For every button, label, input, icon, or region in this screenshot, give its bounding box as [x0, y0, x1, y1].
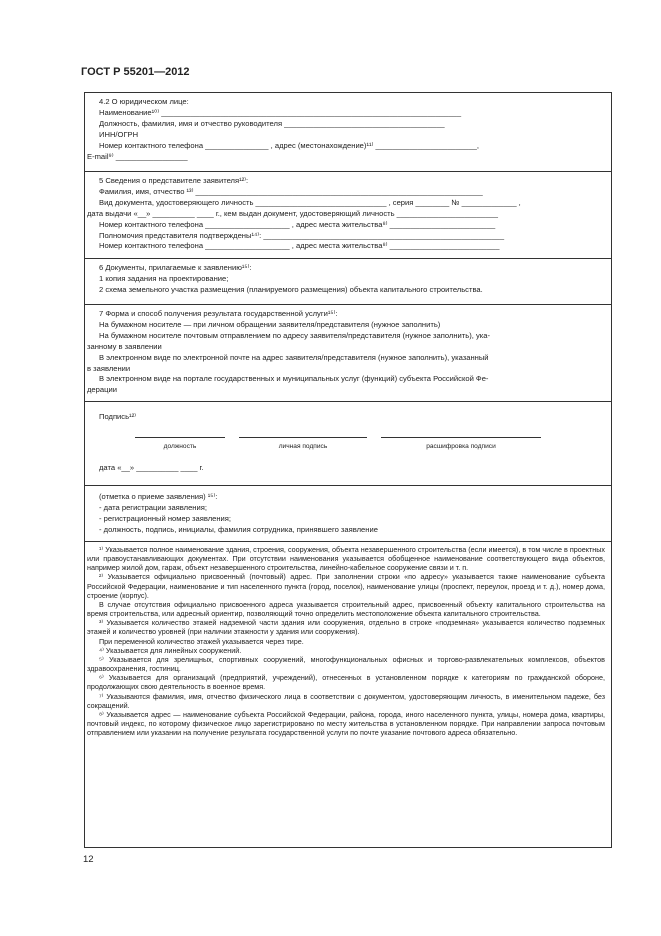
form-line: занному в заявлении [87, 341, 162, 351]
signature-date: дата «__» __________ ____ г. [99, 462, 204, 472]
section-title: 7 Форма и способ получения результата государственной услуги¹⁵⁾: [99, 309, 338, 318]
form-line: На бумажном носителе — при личном обращении заявителя/представителя (нужное заполнить) [99, 319, 441, 329]
form-line: - регистрационный номер заявления; [99, 513, 232, 523]
form-line: Должность, фамилия, имя и отчество руководителя ______________________________________ [99, 118, 445, 128]
section-signature [85, 402, 611, 486]
form-line: 1 копия задания на проектирование; [99, 273, 229, 283]
footnotes [85, 542, 611, 739]
section-title: (отметка о приеме заявления) ¹⁵⁾: [99, 492, 218, 501]
form-line: ИНН/ОГРН [99, 129, 139, 139]
footnote: В случае отсутствия официально присвоенного адреса указывается строительный адрес, присвоенный объекту капитального строительства на время строительства, или адресный ориентир, позволяющий точно определить местоположение объекта капитального строительства. [87, 599, 605, 619]
section-representative [85, 172, 611, 259]
section-documents [85, 259, 611, 305]
footnote: ³⁾ Указывается количество этажей надземной части здания или сооружения, отдельно в строке «подземная» указывается количество подземных этажей и количество уровней (при наличии этажности у здания или сооружения). [87, 618, 605, 637]
form-line: - должность, подпись, инициалы, фамилия сотрудника, принявшего заявление [99, 524, 378, 534]
form-line: Номер контактного телефона ____________________ , адрес места жительства⁸⁾ _________________________ [99, 219, 496, 229]
section-title: 5 Сведения о представителе заявителя¹²⁾: [99, 176, 249, 185]
footnote: ⁵⁾ Указывается для зрелищных, спортивных сооружений, многофункциональных офисных и торгово-развлекательных комплексов, объектов здравоохранения, гостиниц. [87, 654, 605, 674]
form-line: Наименование¹⁰⁾ _______________________________________________________________________ [99, 107, 462, 117]
footnote: ⁸⁾ Указывается адрес — наименование субъекта Российской Федерации, района, города, иного населенного пункта, улицы, номера дома, квартиры, почтовый индекс, по которому физическое лицо зарегистрировано по месту жительства в установленном порядке. При направлении запроса почтовым отправлением или указании на получение результата государственной услуги по почте указание почтового адреса обязательно. [87, 709, 605, 738]
document-header: ГОСТ Р 55201—2012 [81, 66, 190, 78]
signature-fields [85, 437, 605, 453]
form-line: В электронном виде на портале государственных и муниципальных услуг (функций) субъекта Российской Фе- [99, 374, 489, 384]
footnote: ⁷⁾ Указываются фамилия, имя, отчество физического лица в соответствии с документом, удостоверяющим личность, в именительном падеже, без сокращений. [87, 691, 605, 710]
footnote: ⁶⁾ Указывается для организаций (предприятий, учреждений), отнесенных в установленном порядке к категориям по гражданской обороне, продолжающих свою деятельность в военное время. [87, 673, 605, 692]
footnote: ⁴⁾ Указывается для линейных сооружений. [99, 645, 242, 655]
footnote: ¹⁾ Указывается полное наименование здания, строения, сооружения, объекта незавершенного строительства (если имеется), в том числе в проектных или правоустанавливающих документах. При отсутствии наименования указывается обобщенное наименование соответствующего вида объектов, например жилой дом, гараж, объект незавершенного строительства, линейно-кабельное сооружение связи и т. п. [87, 545, 605, 573]
form-line: - дата регистрации заявления; [99, 502, 207, 512]
form-line: в заявлении [87, 363, 131, 373]
form-line: Полномочия представителя подтверждены¹⁴⁾: _________________________________________________________ [99, 230, 505, 240]
signature-decode-caption: расшифровка подписи [426, 442, 496, 450]
form-line: На бумажном носителе почтовым отправлением по адресу заявителя/представителя (нужное заполнить), ука- [99, 330, 491, 340]
page-number: 12 [83, 854, 94, 865]
signature-personal-field [239, 437, 367, 453]
form-line: Номер контактного телефона _______________ , адрес (местонахождение)¹¹⁾ ________________________, [99, 140, 479, 150]
form-line: дерации [87, 385, 117, 395]
section-delivery-method [85, 305, 611, 402]
signature-decode-field [381, 437, 541, 453]
form-line: Фамилия, имя, отчество ¹³⁾ ____________________________________________________________________ [99, 186, 483, 196]
form-line: дата выдачи «__» __________ ____ г., кем выдан документ, удостоверяющий личность ________________________ [87, 208, 499, 218]
signature-label: Подпись¹²⁾ [99, 412, 136, 421]
footnote: ²⁾ Указывается официально присвоенный (почтовый) адрес. При заполнении строки «по адресу» указывается также наименование субъекта Российской Федерации, наименование и тип населенного пункта (город, поселок), наименование улицы (проспект, переулок, проезд и т. д.), номер дома, строение (корпус). [87, 572, 605, 600]
form-line: В электронном виде по электронной почте на адрес заявителя/представителя (нужное заполнить), указанный [99, 352, 489, 362]
form-line: 2 схема земельного участка размещения (планируемого размещения) объекта капитального строительства. [99, 284, 483, 294]
section-receipt-mark [85, 486, 611, 542]
section-title: 6 Документы, прилагаемые к заявлению¹⁵⁾: [99, 263, 252, 272]
application-form-table [84, 92, 612, 848]
signature-personal-caption: личная подпись [278, 442, 328, 450]
section-legal-entity [85, 93, 611, 172]
form-line: Номер контактного телефона ____________________ , адрес места жительства⁸⁾ __________________________ [99, 241, 500, 251]
section-title: 4.2 О юридическом лице: [99, 97, 189, 106]
signature-position-field [135, 437, 225, 453]
form-line: Вид документа, удостоверяющего личность _______________________________ , серия ________ № _____________ , [99, 197, 521, 207]
footnote: При переменной количество этажей указывается через тире. [99, 636, 304, 646]
form-line: E-mail⁹⁾ _________________ [87, 151, 188, 161]
signature-position-caption: должность [163, 442, 197, 450]
